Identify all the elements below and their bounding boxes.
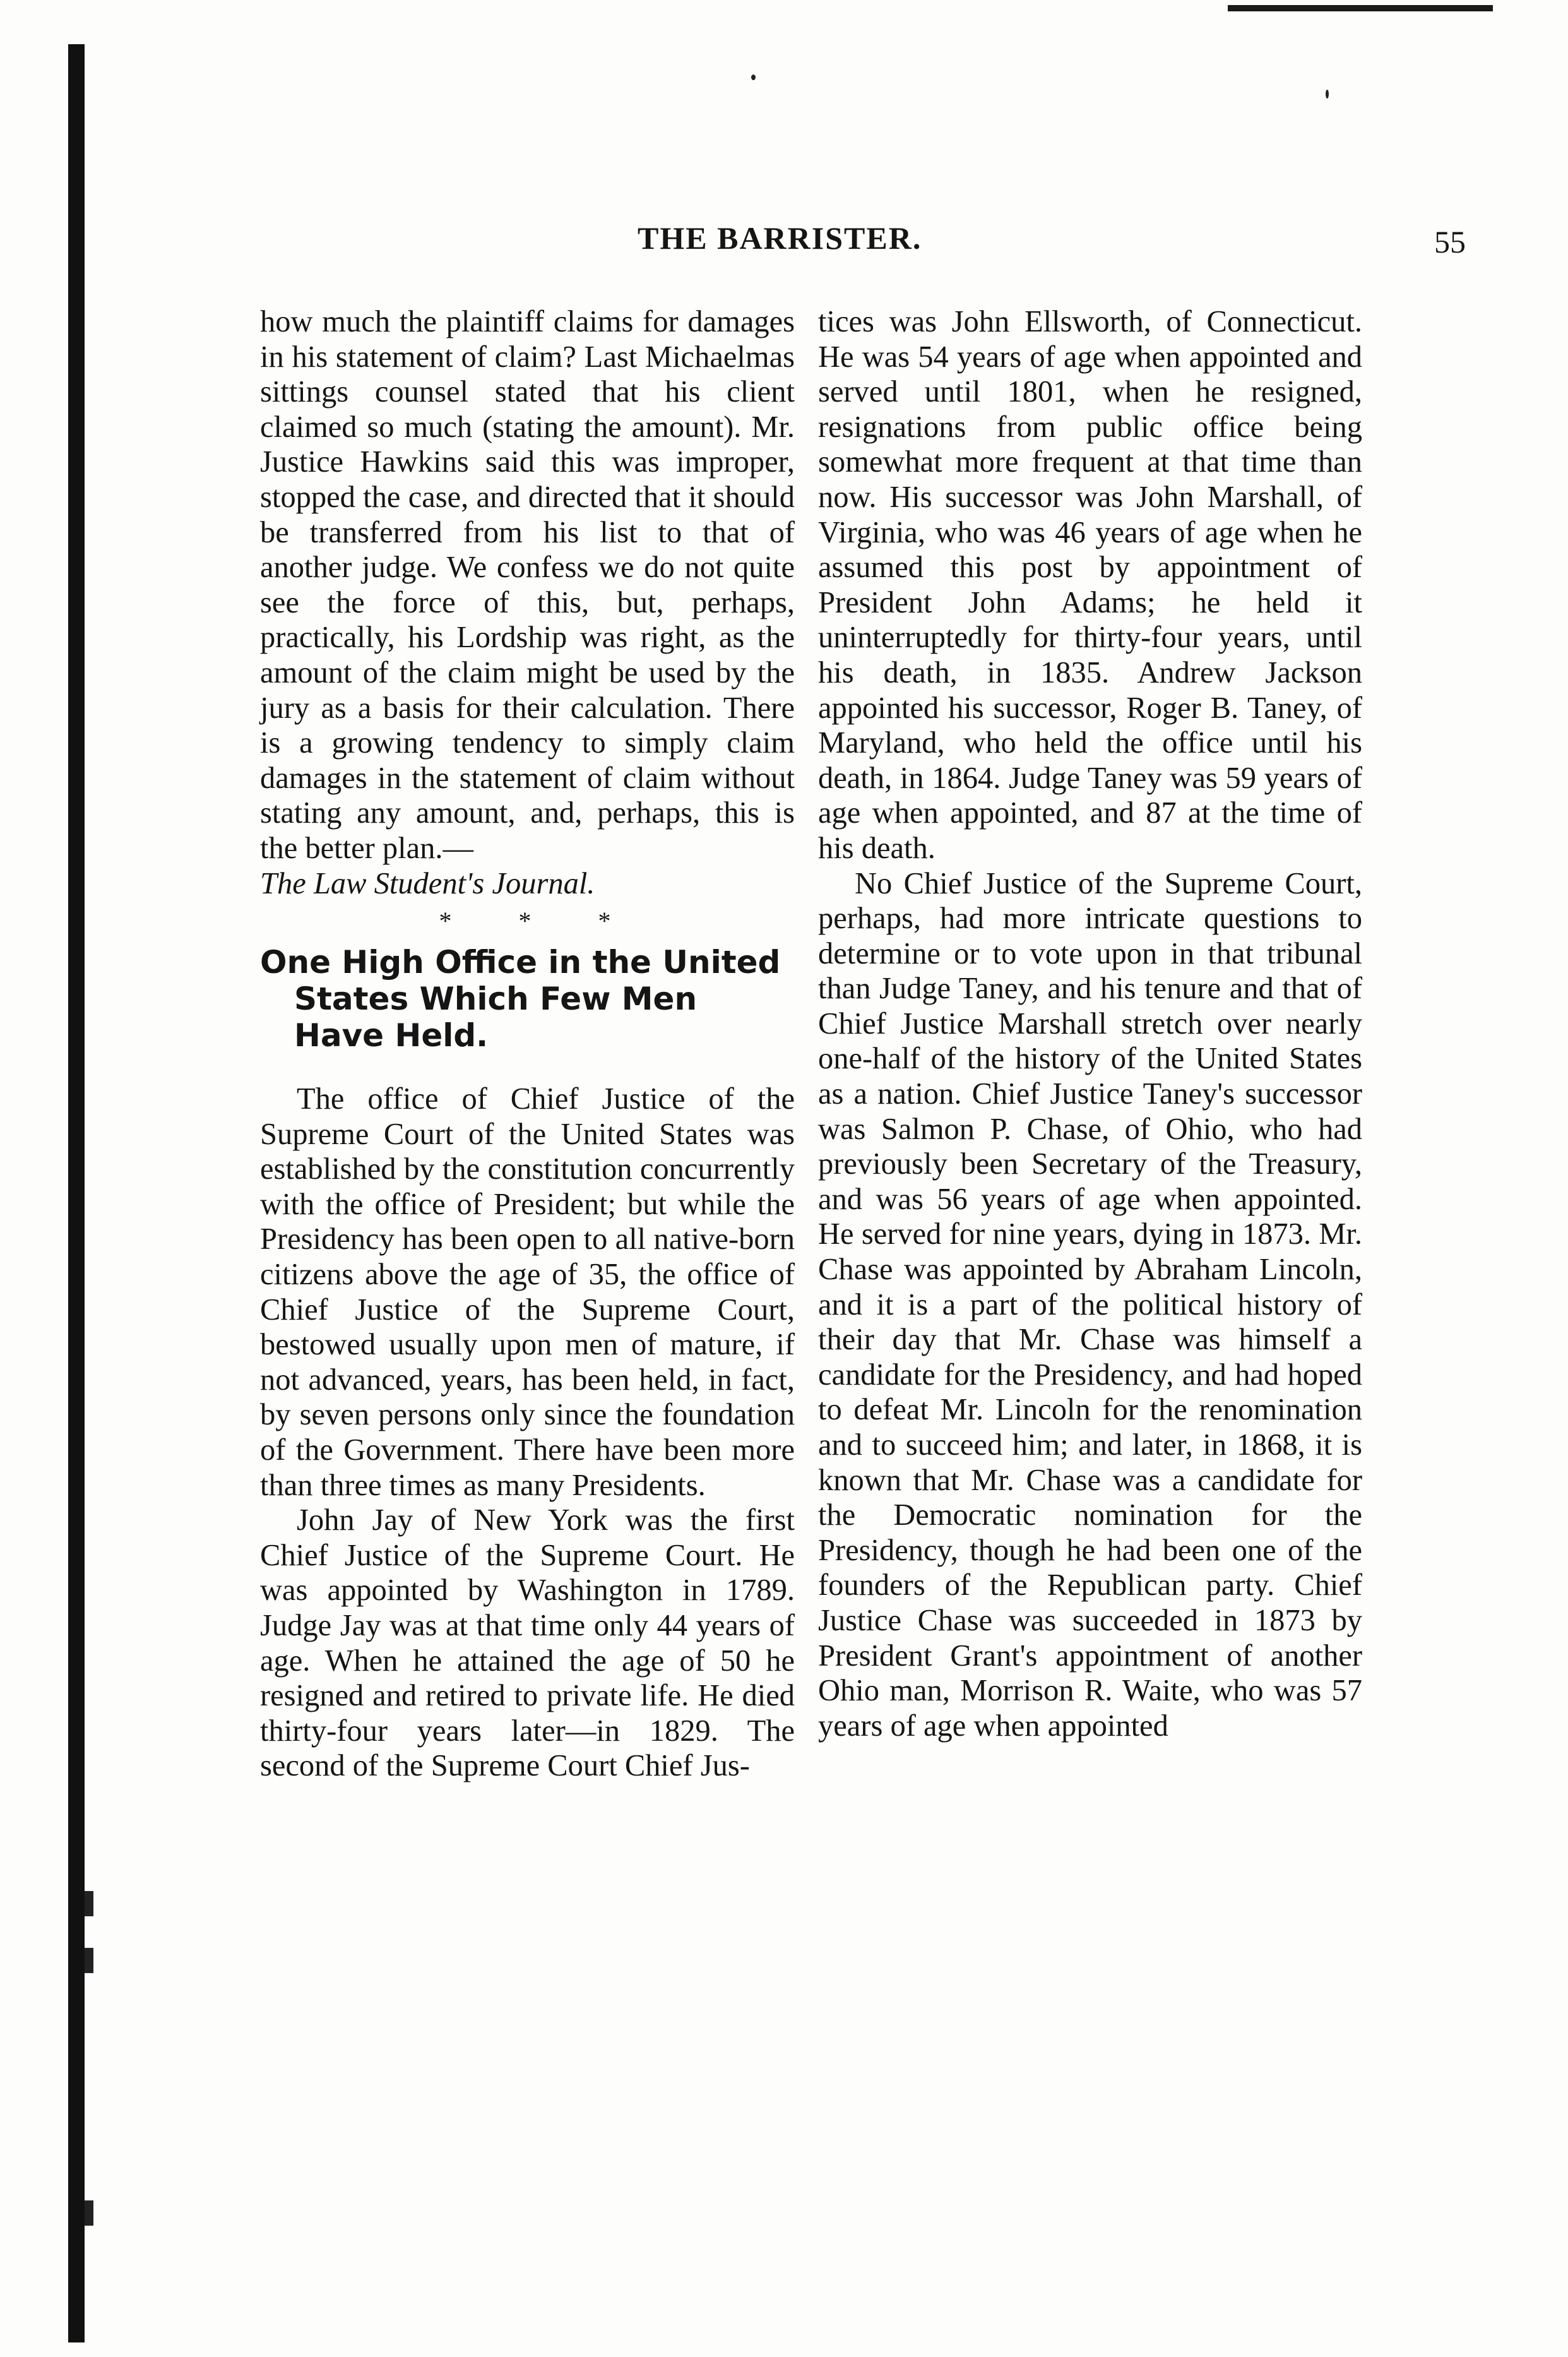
page-number: 55 — [1434, 224, 1466, 260]
running-title: THE BARRISTER. — [638, 220, 922, 256]
left-column — [260, 304, 795, 1784]
article-paragraph: John Jay of New York was the first Chief Justice of the Supreme Court. He was appointed by Washington in 1789. Judge Jay was at that time only 44 years of age. When he attained the age of 50 he resigned and retired to private life. He died thirty-four years later—in 1829. The second of the Supreme Court Chief Jus- — [260, 1503, 795, 1783]
article-heading: One High Office in the United States Which Few Men Have Held. — [260, 944, 781, 1054]
article-paragraph: tices was John Ellsworth, of Connecticut. He was 54 years of age when appointed and served until 1801, when he resigned, resignations from public office being somewhat more frequent at that time than now. His successor was John Marshall, of Virginia, who was 46 years of age when he assumed this post by appointment of President John Adams; he held it uninterruptedly for thirty-four years, until his death, in 1835. Andrew Jackson appointed his successor, Roger B. Taney, of Maryland, who held the office until his death, in 1864. Judge Taney was 59 years of age when appointed, and 87 at the time of his death. — [818, 305, 1362, 865]
right-column — [818, 304, 1362, 1743]
binding-mark — [85, 1891, 93, 1916]
source-citation: The Law Student's Journal. — [260, 866, 595, 900]
top-rule — [1228, 5, 1493, 11]
binding-mark — [85, 1948, 93, 1973]
running-header — [0, 220, 1568, 265]
article-paragraph: No Chief Justice of the Supreme Court, perhaps, had more intricate questions to determine or to vote upon in that tribunal than Judge Taney, and his tenure and that of Chief Justice Marshall stretch over nearly one-half of the history of the United States as a nation. Chief Justice Taney's successor was Salmon P. Chase, of Ohio, who had previously been Secretary of the Treasury, and was 56 years of age when appointed. He served for nine years, dying in 1873. Mr. Chase was appointed by Abraham Lincoln, and it is a part of the political history of their day that Mr. Chase was himself a candidate for the Presidency, and had hoped to defeat Mr. Lincoln for the renomination and to succeed him; and later, in 1868, it is known that Mr. Chase was a candidate for the Democratic nomination for the Presidency, though he had been one of the founders of the Republican party. Chief Justice Chase was succeeded in 1873 by President Grant's appointment of another Ohio man, Morrison R. Waite, who was 57 years of age when appointed — [818, 866, 1362, 1743]
print-speck — [751, 75, 756, 80]
binding-mark — [85, 2200, 93, 2226]
print-speck — [1326, 90, 1329, 98]
binding-edge — [68, 44, 85, 2342]
opening-paragraph: how much the plaintiff claims for damages in his statement of claim? Last Michaelmas sittings counsel stated that his client claimed so much (stating the amount). Mr. Justice Hawkins said this was improper, stopped the case, and directed that it should be transferred from his list to that of another judge. We confess we do not quite see the force of this, but, perhaps, practically, his Lordship was right, as the amount of the claim might be used by the jury as a basis for their calculation. There is a growing tendency to simply claim damages in the statement of claim without stating any amount, and, perhaps, this is the better plan.— — [260, 305, 795, 865]
section-separator: * * * — [439, 907, 641, 936]
article-paragraph: The office of Chief Justice of the Supreme Court of the United States was established by the constitution concurrently with the office of President; but while the Presidency has been open to all native-born citizens above the age of 35, the office of Chief Justice of the Supreme Court, bestowed usually upon men of mature, if not advanced, years, has been held, in fact, by seven persons only since the foundation of the Government. There have been more than three times as many Presidents. — [260, 1082, 795, 1502]
